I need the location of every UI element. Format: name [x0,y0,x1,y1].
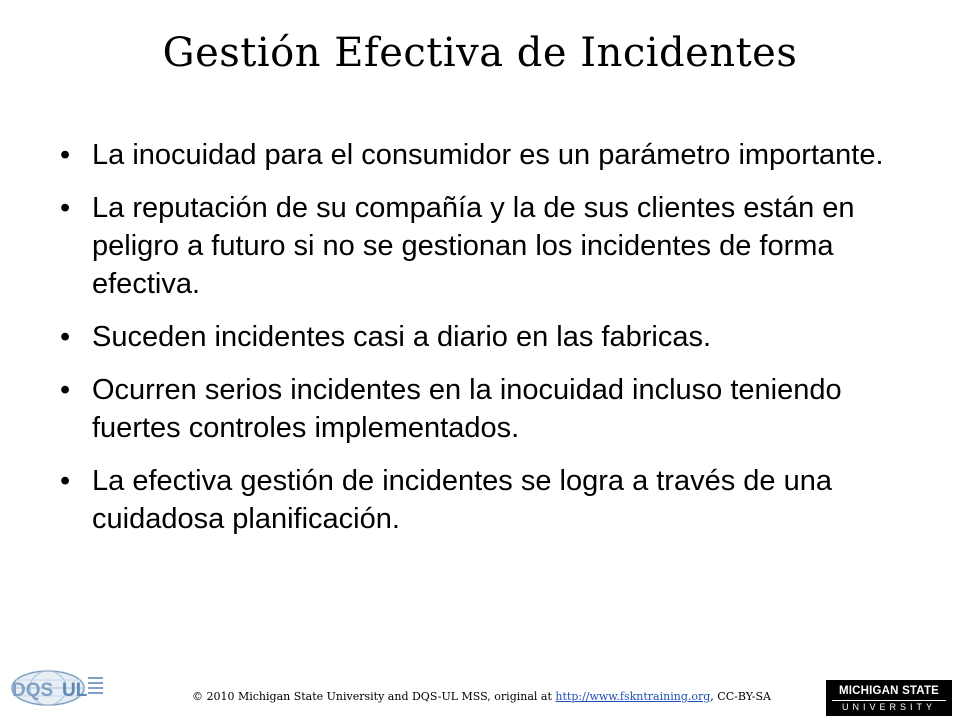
dqs-logo-text: DQS [12,680,54,701]
fskn-training-link[interactable]: http://www.fskntraining.org [555,690,711,703]
copyright-notice [192,690,771,703]
ul-logo-text: UL [62,680,88,701]
bullet-item: • La inocuidad para el consumidor es un parámetro importante. [92,136,912,174]
copyright-suffix: , CC-BY-SA [710,690,771,703]
msu-logo-line2: UNIVERSITY [832,700,946,713]
msu-logo-line1: MICHIGAN STATE [838,685,940,697]
bullet-item: • La reputación de su compañía y la de sus clientes están en peligro a futuro si no se gestionan los incidentes de forma efectiva. [92,189,912,303]
slide-title: Gestión Efectiva de Incidentes [162,30,798,76]
bullet-item: • Suceden incidentes casi a diario en las fabricas. [92,318,912,356]
dqs-ul-logo [6,666,106,708]
copyright-prefix: © 2010 Michigan State University and DQS-UL MSS, original at [192,690,556,703]
bullet-item: • La efectiva gestión de incidentes se logra a través de una cuidadosa planificación. [92,462,912,538]
msu-logo [826,680,952,716]
bullet-list [92,136,912,553]
bullet-item: • Ocurren serios incidentes en la inocuidad incluso teniendo fuertes controles implementados. [92,371,912,447]
